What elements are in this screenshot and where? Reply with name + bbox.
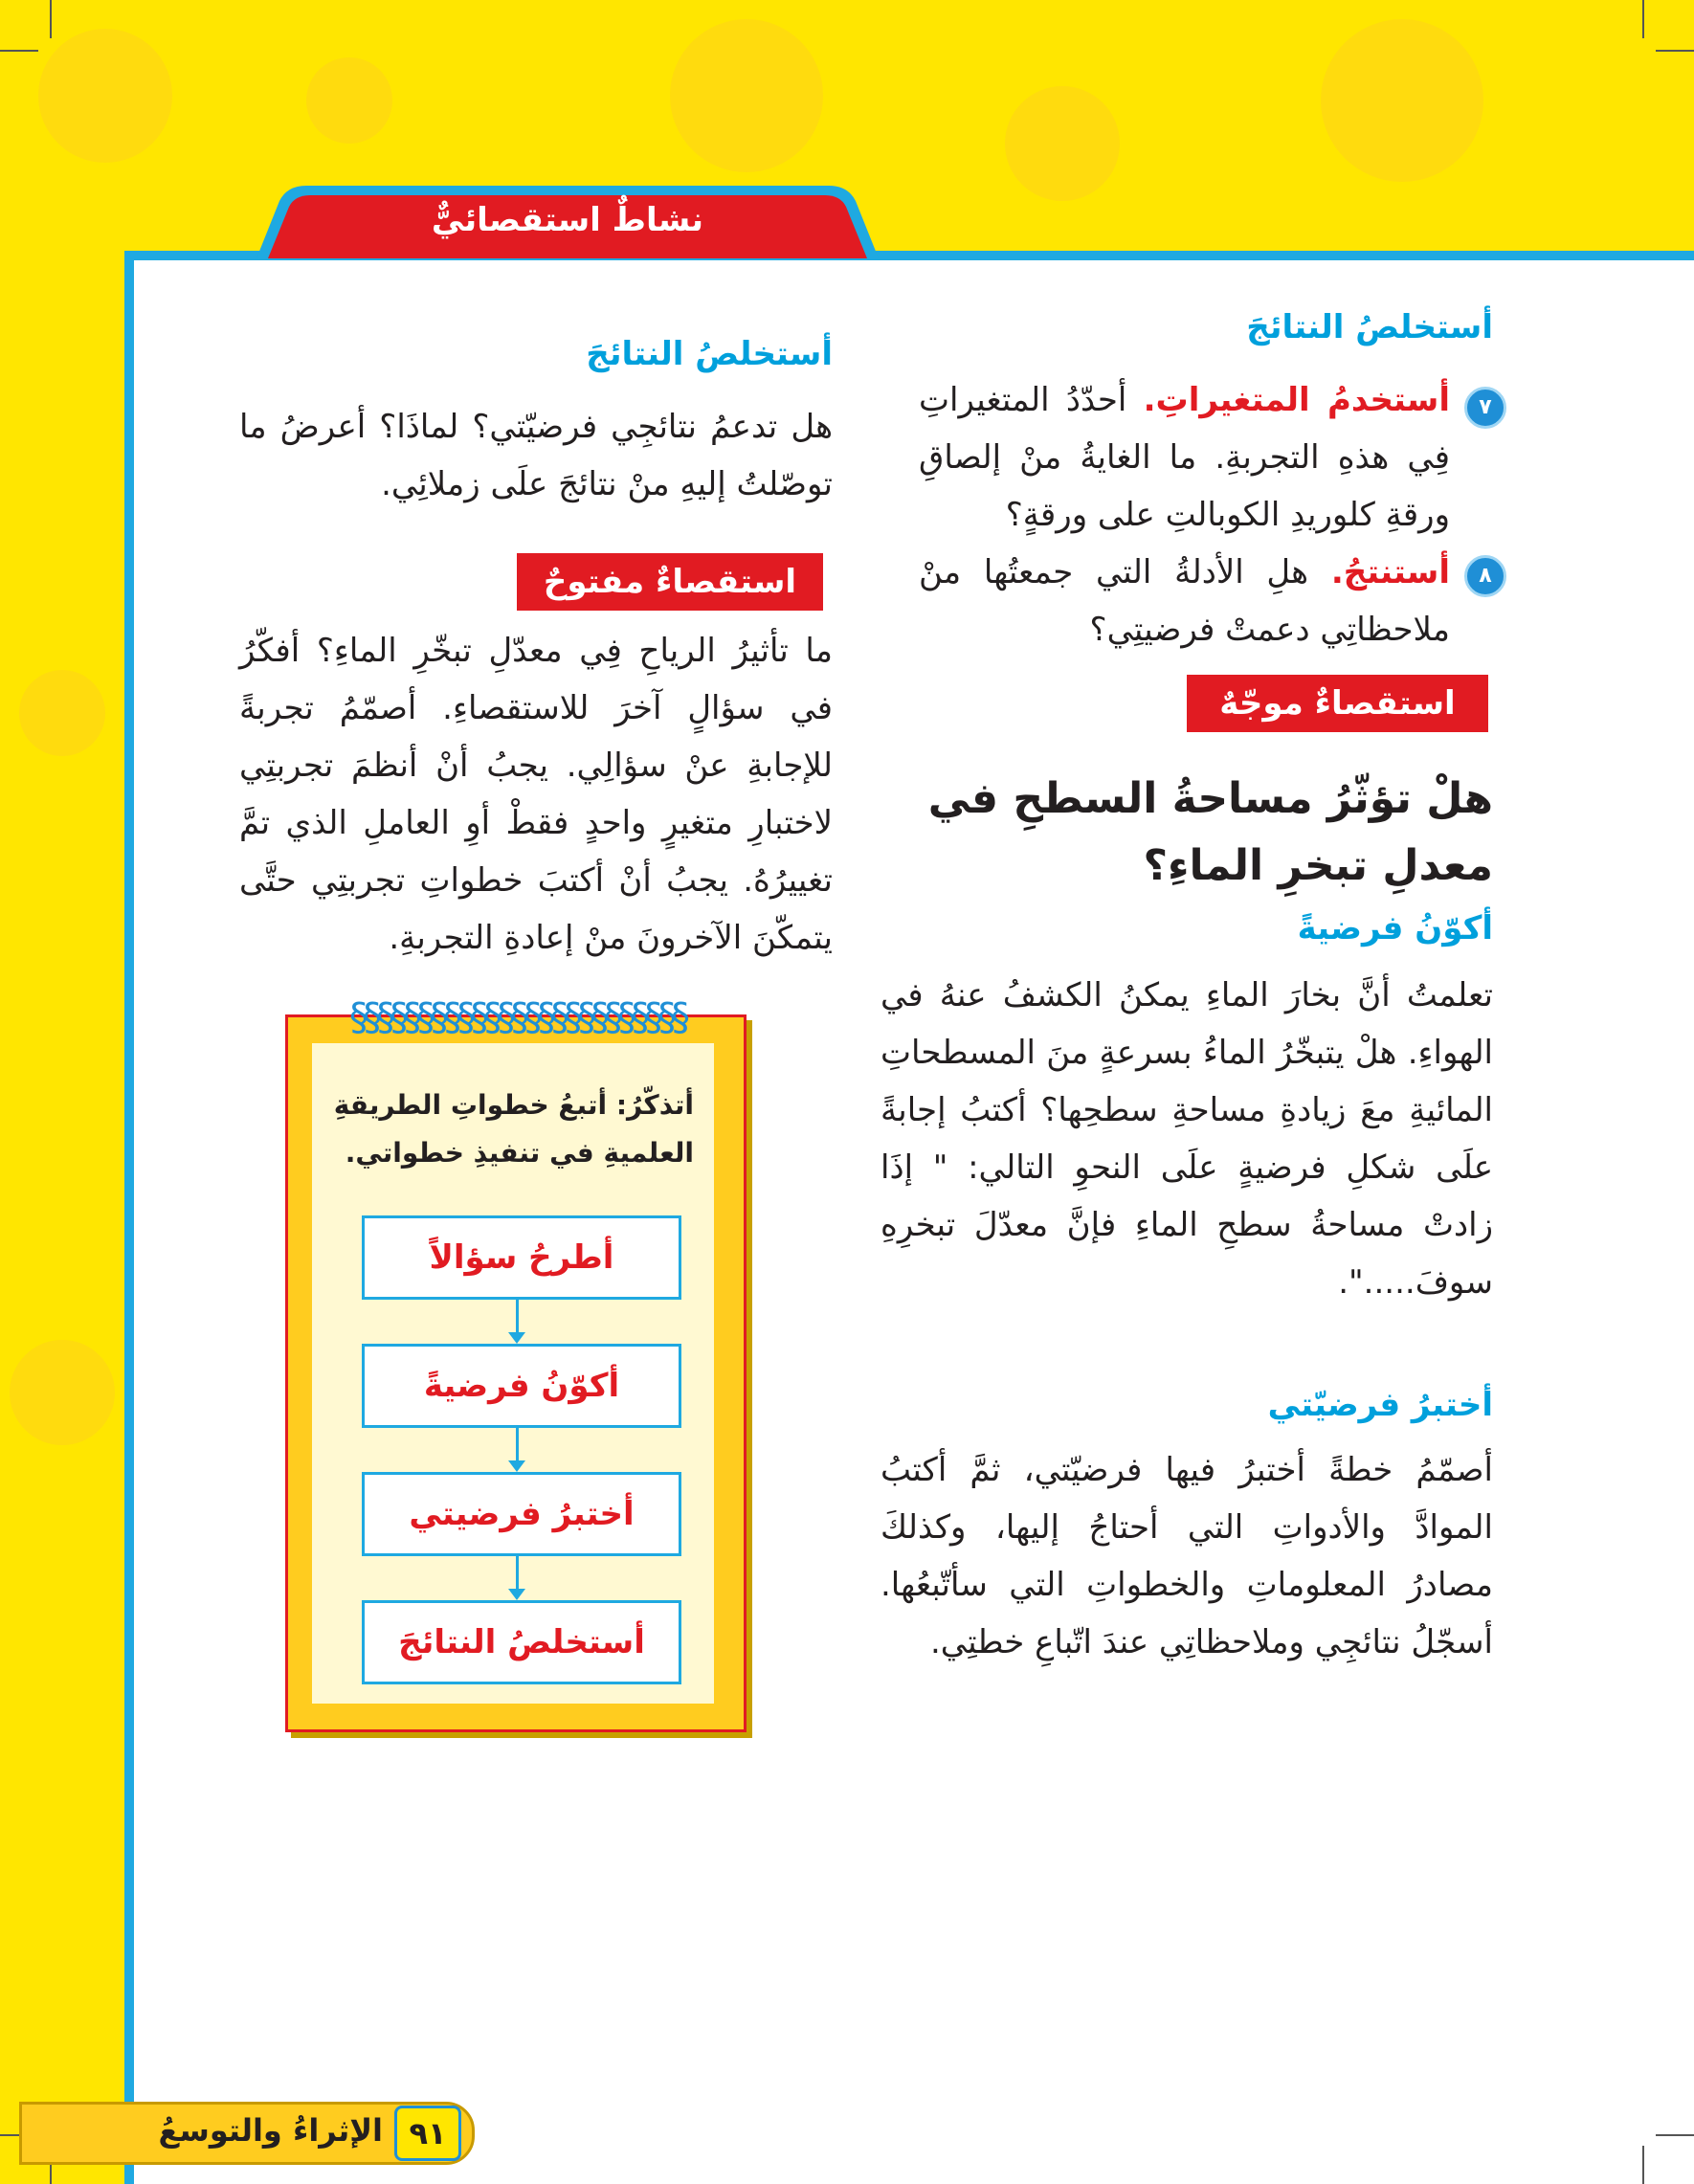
blue-border-left (124, 251, 134, 2184)
crop-mark (1642, 2146, 1644, 2184)
open-inquiry-banner: استقصاءٌ مفتوحٌ (517, 553, 823, 611)
flow-arrow-icon (508, 1332, 525, 1344)
crop-mark (0, 50, 38, 52)
page-number: ٩١ (394, 2106, 461, 2161)
decorative-blob (1321, 19, 1483, 182)
open-inquiry-text: ما تأثيرُ الرياحِ فِي معدّلِ تبخّرِ الماءِ؟ أفكّرُ في سؤالٍ آخرَ للاستقصاءِ. أصمّمُ تجربةً للإجابةِ عنْ سؤالِي. يجبُ أنْ أنظمَ تجربتِي لاختبارِ متغيرٍ واحدٍ فقطْ أوِ العاملِ الذي تمَّ تغييرُهُ. يجبُ أنْ أكتبَ خطواتِ تجربتِي حتَّى يتمكّنَ الآخرونَ منْ إعادةِ التجربةِ. (239, 632, 833, 957)
flow-arrow-line (516, 1297, 519, 1337)
remember-note (325, 1081, 694, 1177)
decorative-blob (306, 57, 392, 144)
step-number-badge: ٨ (1464, 555, 1506, 597)
test-hypothesis-text: أصمّمُ خطةً أختبرُ فيها فرضيّتي، ثمَّ أكتبُ الموادَّ والأدواتِ التي أحتاجُ إليها، وكذلكَ مصادرُ المعلوماتِ والخطواتِ التي سأتّبعُها. أسجّلُ نتائجِي وملاحظاتِي عندَ اتّباعِ خطتِي. (880, 1451, 1493, 1661)
item-8-text (919, 544, 1450, 658)
flow-arrow-icon (508, 1589, 525, 1600)
crop-mark (1656, 50, 1694, 52)
test-hypothesis-heading: أختبرُ فرضيّتي (1267, 1386, 1493, 1424)
decorative-blob (38, 29, 172, 163)
item-8-label: أستنتجُ. (1330, 553, 1450, 591)
decorative-blob (1005, 86, 1120, 201)
step-box-ask-question: أطرحُ سؤالاً (362, 1215, 681, 1300)
yellow-side-background (0, 0, 132, 2184)
spiral-binding-icon: §§§§§§§§§§§§§§§§§§§§§§§§§ (349, 995, 684, 1039)
item-7-text (919, 371, 1450, 544)
step-number-badge: ٧ (1464, 387, 1506, 429)
guided-inquiry-banner: استقصاءٌ موجّهٌ (1187, 675, 1488, 732)
left-draw-conclusions-heading: أستخلصُ النتائجَ (586, 335, 833, 373)
decorative-blob (10, 1340, 115, 1445)
remember-text: أتبعُ خطواتِ الطريقةِ العلميةِ في تنفيذِ خطواتي. (333, 1089, 694, 1169)
main-question: هلْ تؤثّرُ مساحةُ السطحِ في معدلِ تبخرِ الماءِ؟ (927, 774, 1493, 890)
step-box-draw-conclusions: أستخلصُ النتائجَ (362, 1600, 681, 1684)
decorative-blob (670, 19, 823, 172)
decorative-blob (19, 670, 105, 756)
item-7-body: أحدّدُ المتغيراتِ فِي هذهِ التجربةِ. ما الغايةُ منْ إلصاقِ ورقةِ كلوريدِ الكوبالتِ على ورقةٍ؟ (919, 381, 1450, 534)
header-tab-label: نشاطٌ استقصائيٌّ (431, 201, 704, 239)
left-conclusions-text: هل تدعمُ نتائجِي فرضيّتي؟ لماذَا؟ أعرضُ ما توصّلتُ إليهِ منْ نتائجَ علَى زملائِي. (239, 408, 833, 503)
crop-mark (1642, 0, 1644, 38)
item-7-label: أستخدمُ المتغيراتِ. (1143, 381, 1450, 419)
step-box-form-hypothesis: أكوّنُ فرضيةً (362, 1344, 681, 1428)
hypothesis-text: تعلمتُ أنَّ بخارَ الماءِ يمكنُ الكشفُ عنهُ في الهواءِ. هلْ يتبخّرُ الماءُ بسرعةٍ منَ المسطحاتِ المائيةِ معَ زيادةِ مساحةِ سطحِها؟ أكتبُ إجابةً علَى شكلِ فرضيةٍ علَى النحوِ التالي: " إذَا زادتْ مساحةُ سطحِ الماءِ فإنَّ معدّلَ تبخرِهِ سوفَ.....". (880, 976, 1493, 1302)
hypothesis-heading: أكوّنُ فرضيةً (1297, 909, 1493, 947)
crop-mark (1656, 2134, 1694, 2136)
flow-arrow-icon (508, 1460, 525, 1472)
crop-mark (50, 0, 52, 38)
item-8-body: هلِ الأدلةُ التي جمعتُها منْ ملاحظاتِي دعمتْ فرضيتِي؟ (919, 553, 1450, 649)
remember-label: أتذكّرُ: (615, 1089, 694, 1121)
draw-conclusions-heading: أستخلصُ النتائجَ (1246, 308, 1493, 346)
flow-arrow-line (516, 1425, 519, 1465)
footer-section-label: الإثراءُ والتوسعُ (158, 2112, 383, 2149)
flow-arrow-line (516, 1553, 519, 1593)
step-box-test-hypothesis: أختبرُ فرضيتي (362, 1472, 681, 1556)
